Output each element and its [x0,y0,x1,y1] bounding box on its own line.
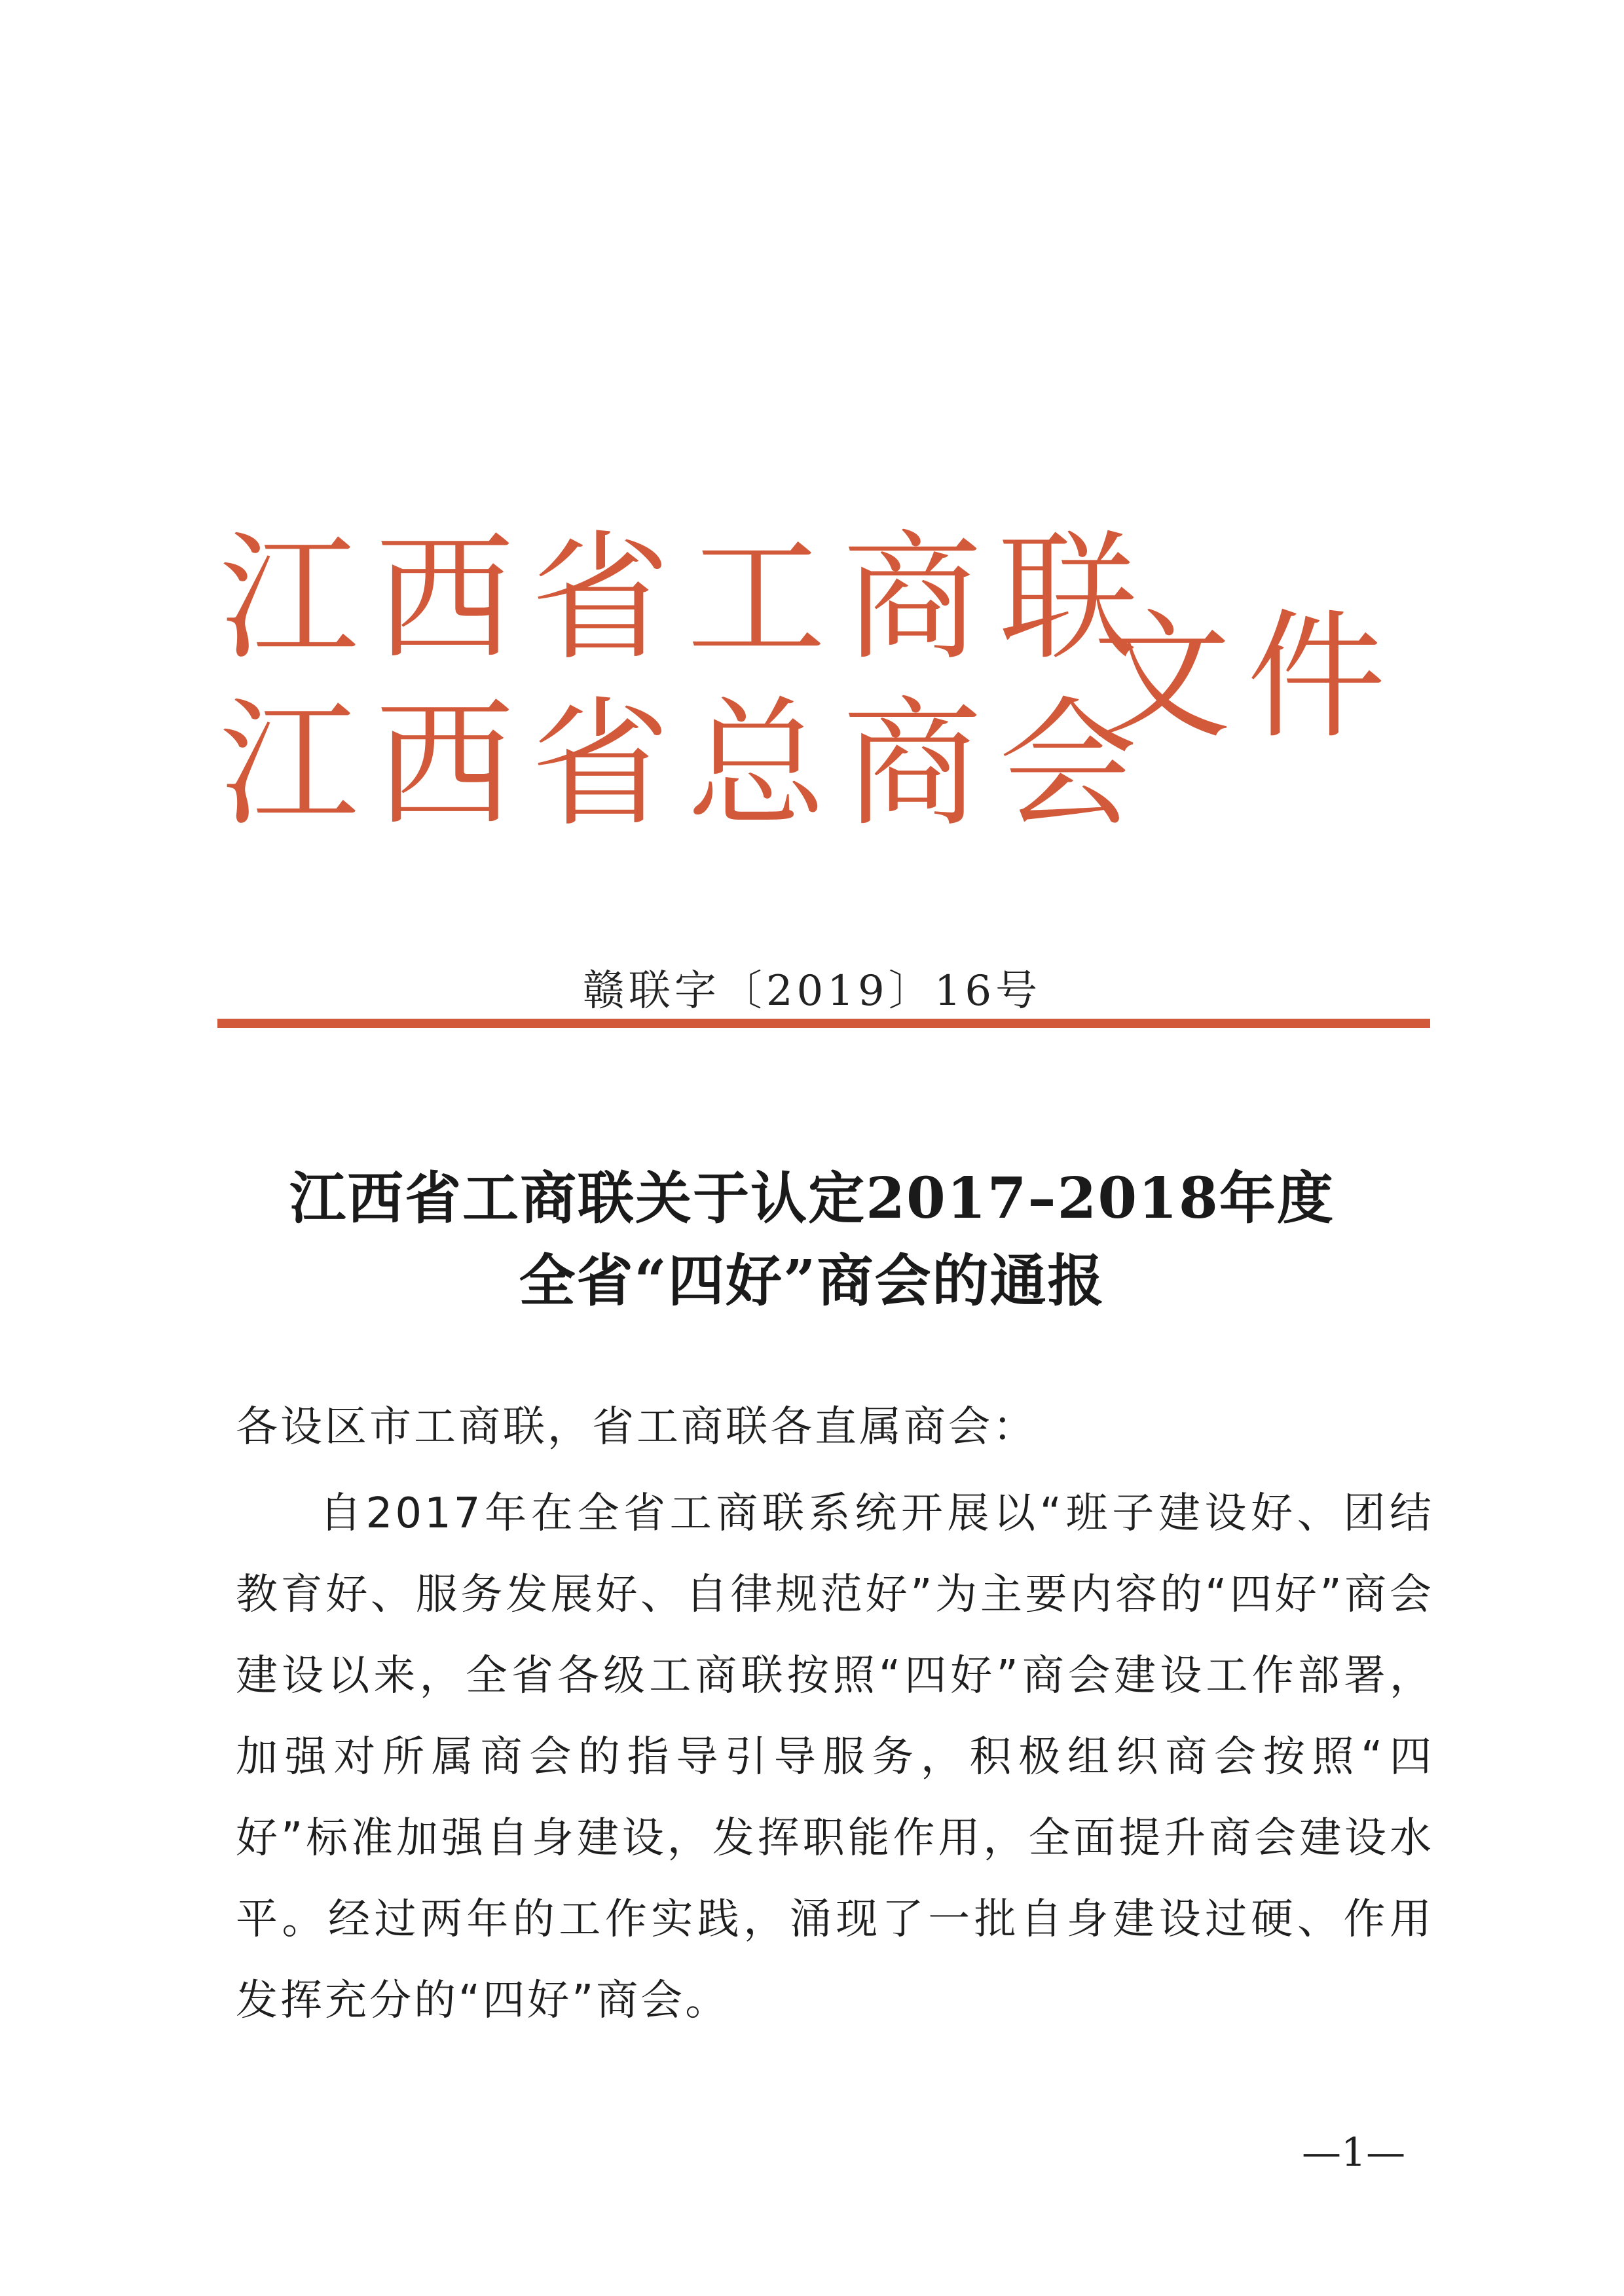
page-number: —1— [1302,2130,1406,2176]
document-title-line-1: 江西省工商联关于认定2017–2018年度 [289,1165,1335,1231]
red-divider [217,1019,1430,1028]
body-paragraph: 自2017年在全省工商联系统开展以“班子建设好、团结教育好、服务发展好、自律规范好”为主要内容的“四好”商会建设以来，全省各级工商联按照“四好”商会建设工作部署，加强对所属商会的指导引导服务，积极组织商会按照“四好”标准加强自身建设，发挥职能作用，全面提升商会建设水平。经过两年的工作实践，涌现了一批自身建设过硬、作用发挥充分的“四好”商会。 [236,1489,1434,2025]
document-title-line-2: 全省“四好”商会的通报 [519,1248,1105,1314]
letterhead-line-2: 江西省总商会 [219,683,1154,845]
letterhead-line-1: 江西省工商联 [219,517,1154,679]
salutation: 各设区市工商联，省工商联各直属商会： [236,1403,1037,1451]
letterhead-suffix: 文件 [1092,596,1401,757]
document-number: 赣联字〔2019〕16号 [582,967,1042,1015]
